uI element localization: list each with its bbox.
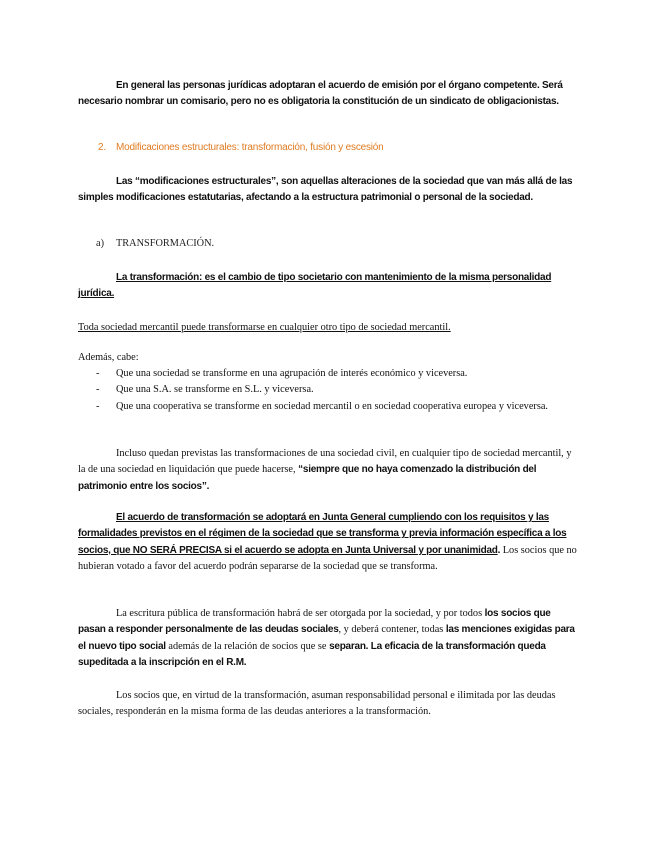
list-item: - Que una S.A. se transforme en S.L. y viceversa. — [78, 382, 578, 398]
transformation-list — [78, 366, 578, 415]
definition-transformacion: La transformación: es el cambio de tipo societario con mantenimiento de la misma personalidad jurídica. — [78, 272, 552, 300]
list-item: - Que una sociedad se transforme en una agrupación de interés económico y viceversa. — [78, 366, 578, 382]
rule-sociedad-mercantil: Toda sociedad mercantil puede transformarse en cualquier otro tipo de sociedad mercantil. — [78, 322, 451, 333]
paragraph-socios: Los socios que, en virtud de la transformación, asuman responsabilidad personal e ilimitada por las deudas sociales, responderán en la misma forma de las deudas anteriores a la transformación. — [78, 690, 556, 718]
list-item: - Que una cooperativa se transforme en sociedad mercantil o en sociedad cooperativa europea y viceversa. — [78, 399, 578, 415]
subsection-title: TRANSFORMACIÓN. — [116, 238, 215, 249]
section-title: Modificaciones estructurales: transformación, fusión y escesión — [116, 142, 384, 153]
paragraph-incluso: Incluso quedan previstas las transformaciones de una sociedad civil, en cualquier tipo de sociedad mercantil, y la de una sociedad en liquidación que puede hacerse, “siempre que no haya comenzado la distribución del patrimonio entre los socios”. — [78, 448, 572, 492]
paragraph-acuerdo: El acuerdo de transformación se adoptará en Junta General cumpliendo con los requisitos y las formalidades previstos en el régimen de la sociedad que se transforma y previa información específica a los socios, que NO SERÁ PRECISA si el acuerdo se adopta en Junta Universal y por unanimidad. Los socios que no hubieran votado a favor del acuerdo podrán separarse de la sociedad que se transforma. — [78, 512, 577, 573]
list-dash: - — [96, 400, 100, 412]
subsection-number: a) — [96, 238, 104, 249]
paragraph-escritura: La escritura pública de transformación habrá de ser otorgada por la sociedad, y por todos los socios que pasan a responder personalmente de las deudas sociales, y deberá contener, todas las menciones exigidas para el nuevo tipo social además de la relación de socios que se separan. La eficacia de la transformación queda supeditada a la inscripción en el R.M. — [78, 608, 575, 669]
paragraph-emision: En general las personas jurídicas adoptaran el acuerdo de emisión por el órgano competente. Será necesario nombrar un comisario, pero no es obligatoria la constitución de un sindicato de obligacionistas. — [78, 80, 563, 108]
section-heading-modificaciones — [98, 142, 384, 153]
section-number: 2. — [98, 142, 106, 153]
ademas-cabe: Además, cabe: — [78, 352, 139, 363]
list-dash: - — [96, 384, 100, 396]
list-dash: - — [96, 368, 100, 379]
subsection-heading-transformacion — [96, 238, 214, 249]
paragraph-modificaciones: Las “modificaciones estructurales”, son aquellas alteraciones de la sociedad que van más allá de las simples modificaciones estatutarias, afectando a la estructura patrimonial o personal de la sociedad. — [78, 176, 573, 204]
